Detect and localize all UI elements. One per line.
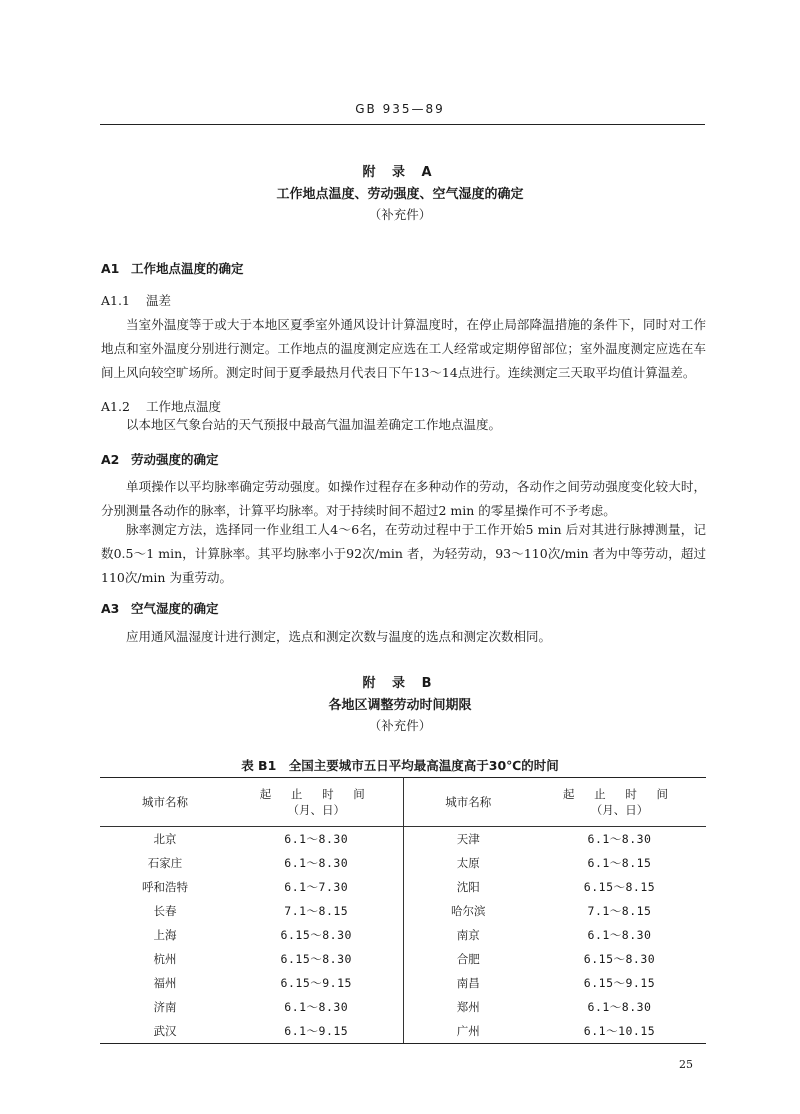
table-row [100, 875, 706, 899]
subsection-number: A1.1 [101, 293, 130, 308]
table-row [100, 947, 706, 971]
appendix-b-label: 附 录 B [362, 676, 438, 691]
period-cell: 6.1～8.30 [587, 1000, 652, 1014]
period-cell: 7.1～8.15 [230, 899, 403, 923]
table-header-row [100, 778, 706, 827]
period-cell: 6.15～9.15 [583, 976, 656, 990]
table-row [100, 827, 706, 852]
period-cell: 6.1～8.30 [230, 827, 403, 852]
period-cell: 6.15～8.30 [583, 952, 656, 966]
period-cell: 6.1～8.30 [230, 851, 403, 875]
period-cell: 6.1～7.30 [230, 875, 403, 899]
subsection-title: 工作地点温度 [146, 399, 222, 414]
table-b1-caption: 表 B1 全国主要城市五日平均最高温度高于30℃的时间 [241, 758, 559, 773]
city-cell: 郑州 [456, 1000, 480, 1014]
paragraph-a3-1: 应用通风温湿度计进行测定，选点和测定次数与温度的选点和测定次数相同。 [126, 629, 552, 644]
section-number: A3 [101, 601, 120, 616]
appendix-a-label: 附 录 A [362, 165, 438, 180]
table-row [100, 971, 706, 995]
appendix-b-title: 各地区调整劳动时间期限 [328, 698, 472, 713]
header-rule [100, 124, 705, 125]
header-city-right: 城市名称 [403, 778, 533, 827]
period-cell: 6.15～8.15 [583, 880, 656, 894]
period-cell: 6.1～8.30 [587, 928, 652, 942]
header-period-line2: （月、日） [287, 803, 345, 817]
paragraph-a1-1: 当室外温度等于或大于本地区夏季室外通风设计计算温度时，在停止局部降温措施的条件下，同时对工作地点和室外温度分别进行测定。工作地点的温度测定应选在工人经常或定期停留部位；室外温度测定应选在车间上风向较空旷场所。测定时间于夏季最热月代表日下午13～14点进行。连续测定三天取平均值计算温差。 [101, 317, 706, 380]
paragraph-a1-2: 以本地区气象台站的天气预报中最高气温加温差确定工作地点温度。 [126, 417, 502, 432]
header-period-line2: （月、日） [590, 803, 649, 817]
city-cell: 南昌 [456, 976, 480, 990]
table-row [100, 1019, 706, 1044]
header-period-right [533, 778, 706, 827]
city-cell: 北京 [153, 832, 177, 846]
city-cell: 石家庄 [147, 856, 183, 870]
period-cell: 6.1～8.15 [587, 856, 652, 870]
header-city-left: 城市名称 [100, 778, 230, 827]
city-cell: 南京 [456, 928, 480, 942]
page-number: 25 [679, 1058, 693, 1071]
period-cell: 6.15～9.15 [230, 971, 403, 995]
city-cell: 哈尔滨 [451, 904, 486, 918]
header-period-line1: 起 止 时 间 [563, 787, 676, 801]
paragraph-a2-1: 单项操作以平均脉率确定劳动强度。如操作过程存在多种动作的劳动，各动作之间劳动强度变化较大时，分别测量各动作的脉率，计算平均脉率。对于持续时间不超过2 min 的零星操作可不予考虑。 [101, 479, 706, 518]
city-cell: 广州 [403, 1019, 533, 1044]
table-row [100, 899, 706, 923]
appendix-a-title: 工作地点温度、劳动强度、空气湿度的确定 [276, 187, 524, 202]
appendix-b-subtitle: （补充件） [368, 718, 432, 733]
city-cell: 上海 [153, 928, 177, 942]
city-cell: 杭州 [153, 952, 177, 966]
period-cell: 6.1～8.30 [587, 832, 652, 846]
header-period-line1: 起 止 时 间 [259, 787, 373, 801]
period-cell: 7.1～8.15 [587, 904, 652, 918]
period-cell: 6.15～8.30 [230, 923, 403, 947]
section-a2-heading [101, 450, 219, 468]
table-b1 [100, 777, 706, 1044]
section-number: A1 [101, 261, 120, 276]
section-a1-heading [101, 259, 244, 277]
section-title: 空气湿度的确定 [131, 601, 219, 616]
subsection-a1-1-heading [101, 291, 171, 309]
appendix-a-subtitle: （补充件） [368, 207, 432, 222]
table-row [100, 995, 706, 1019]
paragraph-a2-2: 脉率测定方法，选择同一作业组工人4～6名，在劳动过程中于工作开始5 min 后对其进行脉搏测量，记数0.5～1 min，计算脉率。其平均脉率小于92次/min 者，为轻劳动，93～110次/min 者为中等劳动，超过110次/min 为重劳动。 [101, 522, 706, 585]
section-title: 劳动强度的确定 [131, 452, 219, 467]
city-cell: 呼和浩特 [142, 880, 188, 894]
city-cell: 天津 [456, 832, 480, 846]
city-cell: 福州 [153, 976, 177, 990]
section-number: A2 [101, 452, 120, 467]
city-cell: 长春 [153, 904, 177, 918]
table-row [100, 851, 706, 875]
section-a3-heading [101, 599, 219, 617]
section-title: 工作地点温度的确定 [131, 261, 244, 276]
subsection-title: 温差 [146, 293, 172, 308]
standard-code-header: GB 935—89 [355, 102, 445, 116]
city-cell: 太原 [456, 856, 480, 870]
period-cell: 6.1～8.30 [230, 995, 403, 1019]
city-cell: 济南 [153, 1000, 177, 1014]
period-cell: 6.15～8.30 [230, 947, 403, 971]
header-period-left [230, 778, 403, 827]
table-row [100, 923, 706, 947]
city-cell: 沈阳 [456, 880, 480, 894]
subsection-number: A1.2 [101, 399, 130, 414]
period-cell: 6.1～10.15 [533, 1019, 706, 1044]
city-cell: 武汉 [100, 1019, 230, 1044]
city-cell: 合肥 [456, 952, 480, 966]
period-cell: 6.1～9.15 [230, 1019, 403, 1044]
